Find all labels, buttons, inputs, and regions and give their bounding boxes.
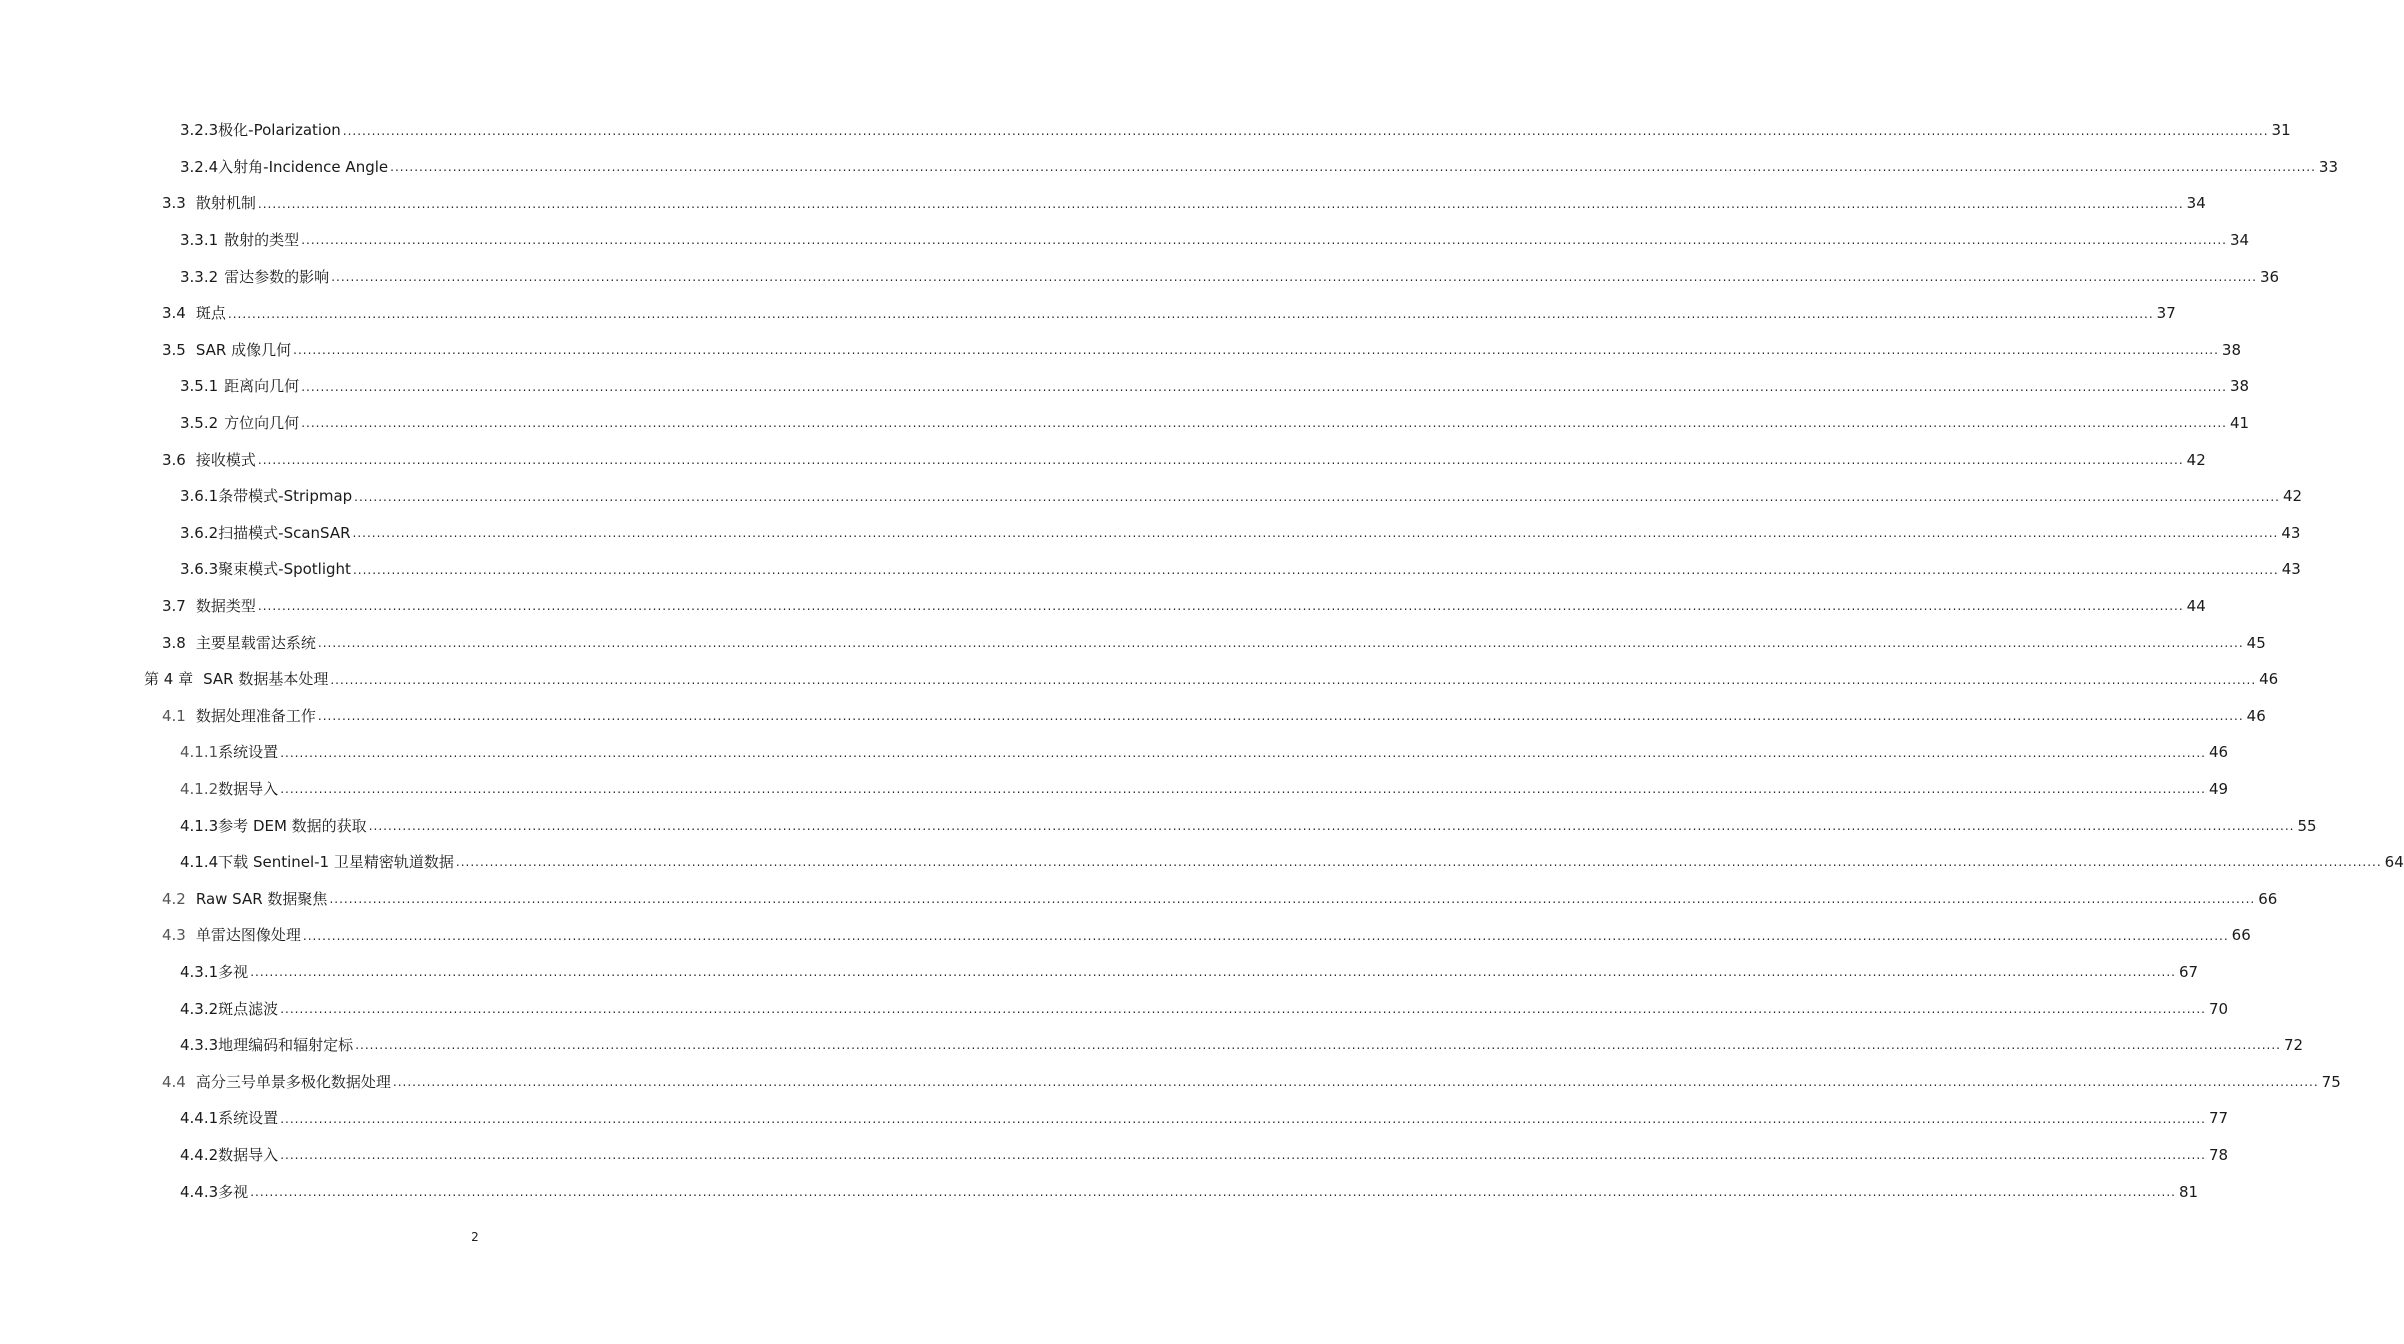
- toc-entry-number: 4.3.1: [180, 962, 219, 981]
- toc-entry-number: 4.3: [162, 926, 186, 945]
- toc-dot-leader: ................................................................................................................................................................................................................................................................................................................................................................................................................: [317, 709, 2244, 724]
- toc-entry-page: 36: [2259, 267, 2280, 286]
- toc-entry[interactable]: [0, 185, 2206, 222]
- toc-entry-number: 3.2.4: [180, 157, 219, 176]
- toc-entry[interactable]: [0, 917, 2251, 954]
- toc-entry[interactable]: [0, 771, 2229, 808]
- toc-dot-leader: ................................................................................................................................................................................................................................................................................................................................................................................................................: [329, 892, 2256, 907]
- toc-entry-title: 系统设置: [218, 743, 279, 762]
- toc-entry-page: 81: [2178, 1182, 2199, 1201]
- toc-entry-title: 入射角-Incidence Angle: [218, 157, 389, 176]
- toc-dot-leader: ................................................................................................................................................................................................................................................................................................................................................................................................................: [455, 855, 2382, 870]
- toc-dot-leader: ................................................................................................................................................................................................................................................................................................................................................................................................................: [302, 928, 2229, 943]
- page-number: 2: [471, 1230, 479, 1244]
- toc-entry[interactable]: [0, 515, 2301, 552]
- toc-dot-leader: ................................................................................................................................................................................................................................................................................................................................................................................................................: [352, 562, 2279, 577]
- toc-entry-title: 下载 Sentinel-1 卫星精密轨道数据: [218, 853, 454, 872]
- toc-entry-title: 数据类型: [195, 597, 256, 616]
- toc-entry-page: 31: [2271, 121, 2291, 140]
- toc-entry-title: 聚束模式-Spotlight: [218, 560, 351, 579]
- toc-dot-leader: ................................................................................................................................................................................................................................................................................................................................................................................................................: [301, 416, 2227, 431]
- toc-dot-leader: ................................................................................................................................................................................................................................................................................................................................................................................................................: [330, 672, 2257, 687]
- toc-entry-title: SAR 成像几何: [195, 340, 292, 359]
- toc-entry-title: 多视: [218, 1182, 249, 1201]
- toc-dot-leader: ................................................................................................................................................................................................................................................................................................................................................................................................................: [301, 233, 2227, 248]
- toc-entry[interactable]: [0, 588, 2206, 625]
- toc-entry-title: 主要星载雷达系统: [195, 633, 316, 652]
- toc-entry-page: 41: [2229, 414, 2250, 433]
- toc-dot-leader: ................................................................................................................................................................................................................................................................................................................................................................................................................: [227, 306, 2154, 321]
- toc-entry-title: 数据导入: [218, 1145, 279, 1164]
- toc-entry-number: 4.1.2: [180, 779, 219, 798]
- toc-entry-number: 3.6.2: [180, 523, 219, 542]
- toc-entry-number: 3.2.3: [180, 121, 219, 140]
- toc-entry[interactable]: [0, 624, 2266, 661]
- toc-entry[interactable]: [0, 258, 2280, 295]
- toc-entry[interactable]: [0, 734, 2229, 771]
- toc-entry-page: 33: [2318, 157, 2338, 176]
- toc-entry[interactable]: [0, 807, 2317, 844]
- toc-dot-leader: ................................................................................................................................................................................................................................................................................................................................................................................................................: [250, 1184, 2176, 1199]
- toc-dot-leader: ................................................................................................................................................................................................................................................................................................................................................................................................................: [390, 160, 2316, 175]
- toc-entry[interactable]: [0, 332, 2241, 369]
- toc-entry-number: 4.1.1: [180, 743, 219, 762]
- toc-entry[interactable]: [0, 149, 2338, 186]
- toc-entry-page: 38: [2221, 340, 2241, 359]
- toc-entry-number: 3.8: [162, 633, 186, 652]
- toc-entry-number: 3.7: [162, 597, 186, 616]
- toc-entry-page: 43: [2281, 560, 2301, 579]
- toc-entry-page: 42: [2186, 450, 2206, 469]
- toc-dot-leader: ................................................................................................................................................................................................................................................................................................................................................................................................................: [355, 1038, 2281, 1053]
- toc-entry-page: 37: [2156, 304, 2176, 323]
- toc-entry-number: 4.4: [162, 1072, 186, 1091]
- toc-dot-leader: ................................................................................................................................................................................................................................................................................................................................................................................................................: [293, 343, 2219, 358]
- table-of-contents: [0, 112, 2404, 1210]
- toc-entry-page: 42: [2282, 487, 2303, 506]
- toc-entry-page: 55: [2297, 816, 2317, 835]
- toc-entry[interactable]: [0, 954, 2199, 991]
- toc-entry-page: 34: [2186, 194, 2206, 213]
- toc-entry-page: 43: [2281, 523, 2301, 542]
- toc-entry-title: 条带模式-Stripmap: [218, 487, 353, 506]
- toc-entry-page: 78: [2208, 1145, 2229, 1164]
- toc-entry-page: 45: [2246, 633, 2266, 652]
- toc-entry-page: 38: [2229, 377, 2250, 396]
- toc-entry[interactable]: [0, 844, 2404, 881]
- toc-entry-page: 75: [2321, 1072, 2341, 1091]
- toc-entry-page: 49: [2208, 779, 2229, 798]
- toc-entry-number: 3.5: [162, 340, 186, 359]
- toc-entry-number: 3.6.1: [180, 487, 219, 506]
- toc-entry[interactable]: [0, 1027, 2304, 1064]
- toc-entry-title: 地理编码和辐射定标: [218, 1036, 354, 1055]
- toc-entry[interactable]: [0, 661, 2279, 698]
- toc-entry-title: 数据导入: [218, 779, 279, 798]
- toc-entry-number: 4.1.3: [180, 816, 219, 835]
- toc-dot-leader: ................................................................................................................................................................................................................................................................................................................................................................................................................: [257, 599, 2184, 614]
- toc-entry-title: 散射的类型: [224, 231, 300, 250]
- toc-entry[interactable]: [0, 112, 2291, 149]
- toc-entry-title: 斑点滤波: [218, 999, 279, 1018]
- toc-entry-title: 散射机制: [195, 194, 256, 213]
- toc-dot-leader: ................................................................................................................................................................................................................................................................................................................................................................................................................: [280, 1111, 2206, 1126]
- toc-entry-number: 4.4.3: [180, 1182, 219, 1201]
- toc-entry-page: 34: [2229, 231, 2250, 250]
- toc-dot-leader: ................................................................................................................................................................................................................................................................................................................................................................................................................: [392, 1075, 2319, 1090]
- toc-entry-title: 方位向几何: [224, 414, 300, 433]
- toc-entry-title: 多视: [218, 962, 249, 981]
- toc-entry[interactable]: [0, 405, 2250, 442]
- toc-entry-page: 46: [2246, 706, 2266, 725]
- toc-entry-title: 极化-Polarization: [218, 121, 341, 140]
- toc-entry-number: 3.5.1: [180, 377, 219, 396]
- toc-entry-page: 66: [2258, 889, 2278, 908]
- toc-entry[interactable]: [0, 551, 2301, 588]
- toc-entry-number: 4.1: [162, 706, 186, 725]
- toc-entry[interactable]: [0, 1063, 2341, 1100]
- toc-entry-page: 64: [2384, 853, 2404, 872]
- toc-entry[interactable]: [0, 1137, 2229, 1174]
- toc-entry-number: 第 4 章: [144, 670, 194, 689]
- toc-entry-title: 扫描模式-ScanSAR: [218, 523, 351, 542]
- toc-entry[interactable]: [0, 698, 2266, 735]
- toc-entry[interactable]: [0, 368, 2250, 405]
- toc-dot-leader: ................................................................................................................................................................................................................................................................................................................................................................................................................: [301, 379, 2227, 394]
- toc-entry-title: 数据处理准备工作: [195, 706, 316, 725]
- toc-entry[interactable]: [0, 441, 2206, 478]
- toc-dot-leader: ................................................................................................................................................................................................................................................................................................................................................................................................................: [368, 818, 2295, 833]
- toc-dot-leader: ................................................................................................................................................................................................................................................................................................................................................................................................................: [280, 1148, 2206, 1163]
- toc-entry-title: 系统设置: [218, 1109, 279, 1128]
- toc-dot-leader: ................................................................................................................................................................................................................................................................................................................................................................................................................: [317, 635, 2244, 650]
- toc-entry-title: Raw SAR 数据聚焦: [195, 889, 328, 908]
- toc-entry-title: SAR 数据基本处理: [203, 670, 329, 689]
- toc-entry-number: 4.2: [162, 889, 186, 908]
- toc-entry-title: 斑点: [195, 304, 226, 323]
- toc-dot-leader: ................................................................................................................................................................................................................................................................................................................................................................................................................: [331, 269, 2257, 284]
- toc-dot-leader: ................................................................................................................................................................................................................................................................................................................................................................................................................: [250, 965, 2176, 980]
- toc-entry-number: 3.3: [162, 194, 186, 213]
- toc-dot-leader: ................................................................................................................................................................................................................................................................................................................................................................................................................: [280, 1001, 2206, 1016]
- toc-entry-number: 3.6.3: [180, 560, 219, 579]
- toc-entry[interactable]: [0, 222, 2250, 259]
- toc-entry-page: 67: [2178, 962, 2199, 981]
- toc-entry[interactable]: [0, 1173, 2199, 1210]
- toc-entry-number: 4.3.2: [180, 999, 219, 1018]
- toc-dot-leader: ................................................................................................................................................................................................................................................................................................................................................................................................................: [352, 526, 2279, 541]
- toc-entry-title: 雷达参数的影响: [224, 267, 330, 286]
- toc-entry-title: 单雷达图像处理: [195, 926, 301, 945]
- toc-entry-page: 46: [2259, 670, 2279, 689]
- toc-entry-number: 3.3.2: [180, 267, 219, 286]
- toc-entry-page: 70: [2208, 999, 2229, 1018]
- toc-entry-number: 3.4: [162, 304, 186, 323]
- toc-dot-leader: ................................................................................................................................................................................................................................................................................................................................................................................................................: [280, 782, 2206, 797]
- toc-entry-title: 高分三号单景多极化数据处理: [195, 1072, 391, 1091]
- toc-entry-number: 3.6: [162, 450, 186, 469]
- toc-entry-title: 距离向几何: [224, 377, 300, 396]
- toc-entry-number: 4.3.3: [180, 1036, 219, 1055]
- toc-dot-leader: ................................................................................................................................................................................................................................................................................................................................................................................................................: [257, 452, 2184, 467]
- toc-entry-number: 3.3.1: [180, 231, 219, 250]
- toc-entry-title: 接收模式: [195, 450, 256, 469]
- toc-entry-page: 44: [2186, 597, 2206, 616]
- toc-dot-leader: ................................................................................................................................................................................................................................................................................................................................................................................................................: [342, 123, 2269, 138]
- toc-entry-number: 4.1.4: [180, 853, 219, 872]
- toc-dot-leader: ................................................................................................................................................................................................................................................................................................................................................................................................................: [354, 489, 2280, 504]
- toc-dot-leader: ................................................................................................................................................................................................................................................................................................................................................................................................................: [280, 745, 2206, 760]
- toc-entry-number: 4.4.2: [180, 1145, 219, 1164]
- toc-entry-number: 3.5.2: [180, 414, 219, 433]
- toc-entry[interactable]: [0, 990, 2229, 1027]
- toc-entry-number: 4.4.1: [180, 1109, 219, 1128]
- toc-entry-page: 46: [2208, 743, 2229, 762]
- toc-entry[interactable]: [0, 478, 2303, 515]
- toc-entry-page: 66: [2231, 926, 2251, 945]
- toc-entry[interactable]: [0, 295, 2176, 332]
- toc-entry[interactable]: [0, 880, 2278, 917]
- toc-entry[interactable]: [0, 1100, 2229, 1137]
- toc-entry-page: 77: [2208, 1109, 2229, 1128]
- toc-entry-title: 参考 DEM 数据的获取: [218, 816, 367, 835]
- toc-entry-page: 72: [2283, 1036, 2304, 1055]
- toc-dot-leader: ................................................................................................................................................................................................................................................................................................................................................................................................................: [257, 196, 2184, 211]
